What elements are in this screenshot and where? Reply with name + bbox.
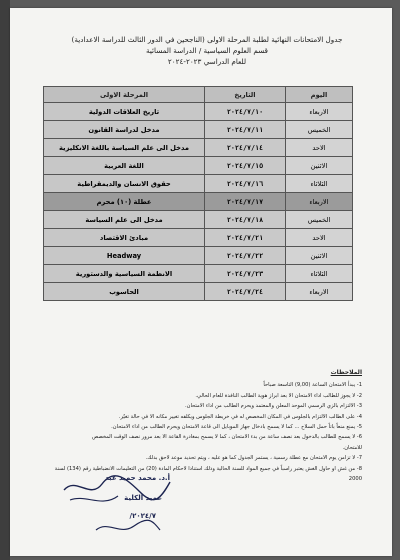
cell-day: الخميس [286, 211, 353, 229]
cell-subject: مبادئ الاقتصاد [44, 229, 205, 247]
table-row [44, 211, 353, 229]
cell-date: ٢٠٢٤/٧/٢٤ [205, 283, 286, 301]
cell-day: الاربعاء [286, 283, 353, 301]
cell-subject: عطلة (١٠) محرم [44, 193, 205, 211]
notes-section [34, 368, 362, 484]
cell-date: ٢٠٢٤/٧/١٤ [205, 139, 286, 157]
table-row [44, 283, 353, 301]
cell-subject: الانظمة السياسية والدستورية [44, 265, 205, 283]
cell-date: ٢٠٢٤/٧/٢٣ [205, 265, 286, 283]
cell-day: الثلاثاء [286, 175, 353, 193]
notes-title: الملاحظات [330, 369, 362, 376]
table-row [44, 229, 353, 247]
cell-subject: حقوق الانسان والديمقراطية [44, 175, 205, 193]
cell-subject: اللغة العربية [44, 157, 205, 175]
note-item: 3- الالتزام بالزي الرسمي الموحد المعلن والمعتمد ويحرم الطالب من اداء الامتحان. [185, 403, 362, 410]
cell-subject: مدخل الى علم السياسة [44, 211, 205, 229]
cell-subject: Headway [44, 247, 205, 265]
note-item: 7- لا تزامن يوم الامتحان مع عطلة رسمية ، يستمر الجدول كما هو عليه ، ويتم تحديد موعد لاحق بذلك. [145, 455, 362, 462]
table-row [44, 121, 353, 139]
header-day: اليوم [286, 87, 353, 103]
cell-date: ٢٠٢٤/٧/٢١ [205, 229, 286, 247]
cell-day: الاربعاء [286, 103, 353, 121]
table-row [44, 265, 353, 283]
cell-subject: الحاسوب [44, 283, 205, 301]
header-line-1: جدول الامتحانات النهائية لطلبة المرحلة الاولى (الناجحين في الدور الثالث للدراسة الاعدادية) [71, 35, 343, 44]
cell-date: ٢٠٢٤/٧/١٠ [205, 103, 286, 121]
cell-subject: تاريخ العلاقات الدولية [44, 103, 205, 121]
cell-day: الاثنين [286, 157, 353, 175]
cell-day: الاحد [286, 229, 353, 247]
note-item: 2- لا يجوز للطالب اداء الامتحان الا بعد ابراز هوية الطالب النافذة للعام الحالي. [195, 392, 362, 399]
scan-dark-edge [0, 0, 10, 560]
note-item: للامتحان. [342, 444, 362, 451]
table-row [44, 175, 353, 193]
cell-subject: مدخل لدراسة القانون [44, 121, 205, 139]
header-line-2: قسم العلوم السياسية / الدراسة المسائية [146, 46, 268, 55]
table-row [44, 103, 353, 121]
cell-day: الاثنين [286, 247, 353, 265]
header-line-3: للعام الدراسي ٢٠٢٣-٢٠٢٤ [167, 57, 247, 66]
signature-date: ٢٠٢٤/٧/ [129, 512, 156, 520]
header-subject: المرحلة الاولى [44, 87, 205, 103]
table-row-holiday [44, 193, 353, 211]
cell-day: الاربعاء [286, 193, 353, 211]
cell-date: ٢٠٢٤/٧/١٧ [205, 193, 286, 211]
header-date: التاريخ [205, 87, 286, 103]
note-item: 5- يمنع منعاً باتاً حمل السلاح ... كما لا يسمح بادخال جهاز الموبايل الى قاعة الامتحان ويحرم الطالب من اداء الامتحان. [111, 424, 362, 431]
note-item: 1- يبدأ الامتحان الساعة (9,00) التاسعة صباحاً [263, 382, 362, 389]
exam-schedule-table [43, 86, 353, 301]
cell-day: الثلاثاء [286, 265, 353, 283]
table-row [44, 247, 353, 265]
cell-date: ٢٠٢٤/٧/١١ [205, 121, 286, 139]
cell-day: الاحد [286, 139, 353, 157]
dean-name: أ.د. محمد حميد عبد [104, 474, 170, 482]
table-row [44, 139, 353, 157]
cell-subject: مدخل الى علم السياسة باللغة الانكليزية [44, 139, 205, 157]
note-item: 4- على الطالب الالتزام بالجلوس في المكان المخصص له في خريطة الجلوس ويكلفه تغيير مكانه الا في حالة تغيّر. [118, 413, 362, 420]
cell-date: ٢٠٢٤/٧/١٦ [205, 175, 286, 193]
table-row [44, 157, 353, 175]
dean-title: عميد الكلية [124, 494, 162, 502]
dean-signature-block [56, 470, 176, 542]
cell-day: الخميس [286, 121, 353, 139]
cell-date: ٢٠٢٤/٧/٢٢ [205, 247, 286, 265]
document-header [42, 34, 372, 67]
note-item: 2000 [348, 476, 362, 483]
table-header-row [44, 87, 353, 103]
cell-date: ٢٠٢٤/٧/١٨ [205, 211, 286, 229]
cell-date: ٢٠٢٤/٧/١٥ [205, 157, 286, 175]
note-item: 8- من غش او حاول الغش يعتبر راسباً في جميع المواد للسنة الحالية وذلك استنادا لاحكام المادة (20) من التعليمات الانضباطية رقم (134) لسنة [54, 465, 362, 472]
note-item: 6- لا يسمح للطالب بالدخول بعد نصف ساعة من بدء الامتحان ، كما لا يسمح بمغادرة القاعة الا بعد مرور نصف الوقت المخصص [91, 434, 362, 441]
